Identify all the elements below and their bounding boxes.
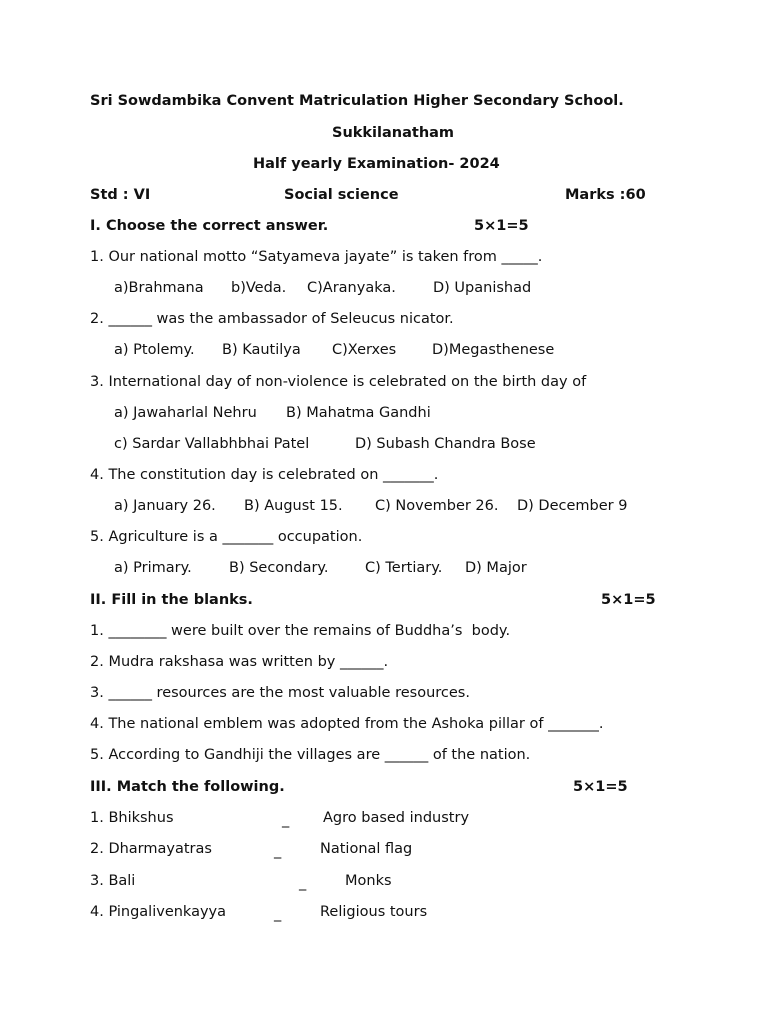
section-2-title: II. Fill in the blanks. [90, 592, 253, 608]
q5-option-a: a) Primary. [114, 560, 192, 576]
match-left-3: 3. Bali [90, 873, 136, 889]
q2-option-d: D)Megasthenese [432, 342, 555, 358]
section-1-title: I. Choose the correct answer. [90, 218, 329, 234]
match-right-1: Agro based industry [323, 810, 470, 826]
q3-option-b: B) Mahatma Gandhi [286, 405, 431, 421]
section-3-title: III. Match the following. [90, 779, 285, 795]
match-dash-2: _ [274, 843, 282, 859]
section-1-marks: 5×1=5 [474, 218, 529, 234]
q2-option-b: B) Kautilya [222, 342, 301, 358]
match-right-4: Religious tours [320, 904, 428, 920]
match-dash-3: _ [299, 875, 307, 891]
blank-2: 2. Mudra rakshasa was written by ______. [90, 654, 389, 670]
section-2-marks: 5×1=5 [601, 592, 656, 608]
q1-option-b: b)Veda. [231, 280, 287, 296]
exam-title: Half yearly Examination- 2024 [253, 156, 500, 172]
match-dash-1: _ [282, 812, 290, 828]
match-right-3: Monks [345, 873, 392, 889]
match-left-1: 1. Bhikshus [90, 810, 174, 826]
q3-option-d: D) Subash Chandra Bose [355, 436, 536, 452]
total-marks: Marks :60 [565, 187, 646, 203]
std-label: Std : VI [90, 187, 151, 203]
q3-option-c: c) Sardar Vallabhbhai Patel [114, 436, 310, 452]
blank-3: 3. ______ resources are the most valuable resources. [90, 685, 470, 701]
blank-5: 5. According to Gandhiji the villages are ______ of the nation. [90, 747, 531, 763]
match-dash-4: _ [274, 906, 282, 922]
q4-option-c: C) November 26. [375, 498, 499, 514]
q2-option-c: C)Xerxes [332, 342, 397, 358]
match-left-4: 4. Pingalivenkayya [90, 904, 227, 920]
q1-option-d: D) Upanishad [433, 280, 532, 296]
school-name: Sri Sowdambika Convent Matriculation Higher Secondary School. [90, 93, 624, 109]
q2-option-a: a) Ptolemy. [114, 342, 195, 358]
q5-option-b: B) Secondary. [229, 560, 329, 576]
subject-label: Social science [284, 187, 399, 203]
q1-option-c: C)Aranyaka. [307, 280, 396, 296]
q3-option-a: a) Jawaharlal Nehru [114, 405, 257, 421]
q1-option-a: a)Brahmana [114, 280, 204, 296]
q4-option-b: B) August 15. [244, 498, 343, 514]
blank-4: 4. The national emblem was adopted from the Ashoka pillar of _______. [90, 716, 604, 732]
match-right-2: National flag [320, 841, 413, 857]
q4-option-a: a) January 26. [114, 498, 216, 514]
blank-1: 1. ________ were built over the remains of Buddha’s body. [90, 623, 511, 639]
match-left-2: 2. Dharmayatras [90, 841, 212, 857]
q5-option-c: C) Tertiary. [365, 560, 443, 576]
section-3-marks: 5×1=5 [573, 779, 628, 795]
question-4: 4. The constitution day is celebrated on _______. [90, 467, 439, 483]
question-5: 5. Agriculture is a _______ occupation. [90, 529, 363, 545]
question-3: 3. International day of non-violence is celebrated on the birth day of [90, 374, 587, 390]
school-place: Sukkilanatham [332, 125, 455, 141]
question-2: 2. ______ was the ambassador of Seleucus nicator. [90, 311, 454, 327]
question-1: 1. Our national motto “Satyameva jayate” is taken from _____. [90, 249, 543, 265]
q5-option-d: D) Major [465, 560, 527, 576]
q4-option-d: D) December 9 [517, 498, 628, 514]
